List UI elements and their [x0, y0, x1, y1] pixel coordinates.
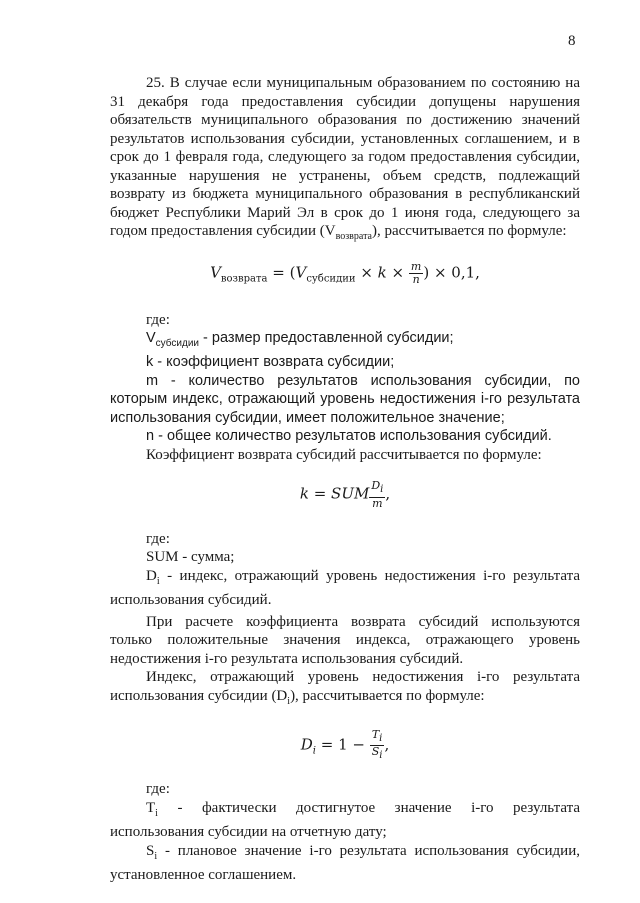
formula1-times-k: × k × — [355, 263, 409, 281]
formula-index — [110, 729, 580, 762]
def-v-text: - размер предоставленной субсидии; — [199, 330, 454, 346]
paragraph-25-subscript: возврата — [335, 231, 372, 242]
formula3-tail: , — [384, 735, 390, 754]
paragraph-25 — [110, 74, 580, 247]
formula3-frac-den-letter: S — [371, 745, 380, 759]
def-s-text: - плановое значение i-го результата использования субсидии, установленное соглашением. — [110, 842, 580, 884]
definition-m: m - количество результатов использования субсидии, по которым индекс, отражающий уровень недостижения i-го результата использования субсидии, имеет положительное значение; — [110, 372, 580, 426]
def-v-sub: субсидии — [155, 337, 199, 349]
formula2-lhs: k = SUM — [299, 484, 370, 503]
where-label-1: где: — [146, 311, 170, 328]
formula3-frac-den — [370, 746, 385, 762]
formula3-frac-num-sub: i — [379, 733, 383, 745]
formula2-frac-num — [369, 480, 385, 497]
def-t-sub: i — [155, 807, 158, 819]
formula3-frac-den-sub: i — [379, 750, 383, 762]
definition-v — [110, 329, 580, 353]
formula-coefficient — [110, 480, 580, 509]
formula1-frac-num: m — [410, 259, 422, 273]
definition-sum: SUM - сумма; — [146, 549, 235, 566]
formula1-lhs-sub: возврата — [220, 273, 268, 284]
definition-k: k - коэффициент возврата субсидии; — [146, 354, 395, 371]
definition-d — [110, 567, 580, 610]
index-intro-sub: i — [287, 695, 291, 707]
formula3-lhs-sub: i — [312, 745, 316, 757]
note-positive-values: При расчете коэффициента возврата субсидий используются только положительные значения индекса, отражающего уровень недостижения i-го результата использования субсидий. — [110, 613, 580, 667]
def-d-letter: D — [146, 567, 157, 584]
def-d-sub: i — [156, 575, 160, 587]
index-intro-text: Индекс, отражающий уровень недостижения i-го результата использования субсидии (D — [110, 669, 580, 704]
formula1-v: V — [295, 263, 307, 281]
where-label-2: где: — [146, 530, 170, 547]
index-intro-end: ), рассчитывается по формуле: — [290, 687, 485, 704]
formula3-frac-num — [370, 729, 385, 746]
definition-n: n - общее количество результатов использования субсидий. — [146, 428, 552, 445]
paragraph-25-end: ), рассчитывается по формуле: — [372, 223, 567, 239]
formula2-frac-num-sub: i — [380, 484, 384, 496]
paragraph-25-text: 25. В случае если муниципальным образованием по состоянию на 31 декабря года предоставления субсидии допущены нарушения обязательств муниципального образования по достижению значений результатов использования субсидии, установленных соглашением, и в срок до 1 февраля года, следующего за годом предоставления субсидии, указанные нарушения не устранены, объем средств, подлежащий возврату из бюджета муниципального образования в республиканский бюджет Республики Марий Эл в срок до 1 июня года, следующего за годом предоставления субсидии (V — [110, 75, 580, 239]
index-intro — [110, 668, 580, 711]
formula1-fraction — [409, 261, 423, 286]
formula3-eq: = 1 − — [315, 735, 370, 754]
formula2-frac-num-letter: D — [371, 479, 381, 493]
definition-t — [110, 799, 580, 842]
formula1-lhs: V — [210, 263, 221, 281]
formula3-fraction — [370, 729, 385, 762]
where-label-3: где: — [146, 781, 170, 798]
def-s-sub: i — [154, 850, 158, 862]
document-body — [110, 74, 580, 885]
formula-return-volume — [110, 261, 580, 289]
formula1-frac-den: n — [412, 272, 420, 286]
formula2-frac-den: m — [372, 496, 383, 510]
formula1-eq: = ( — [267, 263, 296, 281]
page-number: 8 — [568, 33, 576, 49]
formula3-lhs: D — [300, 735, 313, 754]
coefficient-intro: Коэффициент возврата субсидий рассчитывается по формуле: — [146, 446, 542, 463]
def-v-letter: V — [146, 330, 156, 346]
formula3-frac-num-letter: T — [371, 728, 380, 742]
formula2-tail: , — [385, 484, 391, 503]
formula2-fraction — [369, 480, 385, 509]
def-s-letter: S — [146, 842, 155, 859]
formula1-tail: ) × 0,1, — [423, 263, 480, 281]
def-t-text: - фактически достигнутое значение i-го результата использования субсидии на отчетную дату; — [110, 799, 580, 841]
def-t-letter: T — [146, 799, 156, 816]
definition-s — [110, 842, 580, 885]
formula1-v-sub: субсидии — [306, 273, 356, 284]
def-d-text: - индекс, отражающий уровень недостижения i-го результата использования субсидий. — [110, 567, 580, 609]
